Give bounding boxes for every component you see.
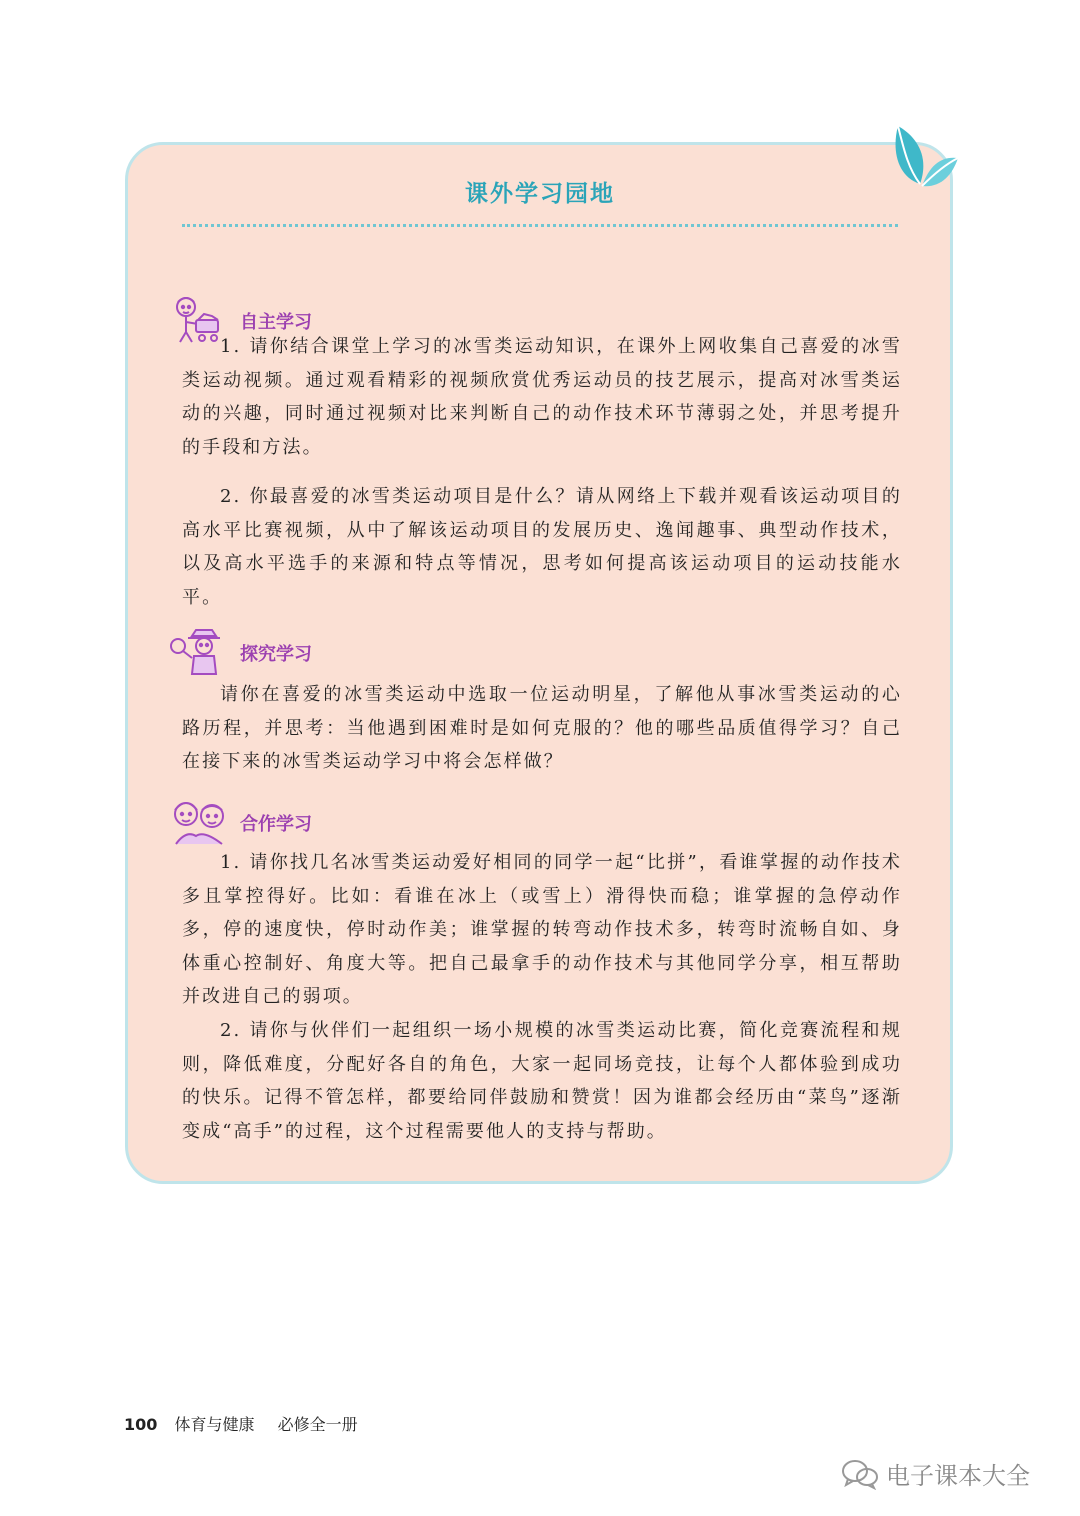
watermark-text: 电子课本大全 [886,1462,1030,1490]
paragraph: 2. 你最喜爱的冰雪类运动项目是什么？请从网络上下载并观看该运动项目的高水平比赛视频，从中了解该运动项目的发展历史、逸闻趣事、典型动作技术，以及高水平选手的来源和特点等情况，思考如何提高该运动项目的运动技能水平。 [182,486,902,608]
paragraph: 请你在喜爱的冰雪类运动中选取一位运动明星，了解他从事冰雪类运动的心路历程，并思考：当他遇到困难时是如何克服的？他的哪些品质值得学习？自己在接下来的冰雪类运动学习中将会怎样做？ [182,684,902,772]
page-number: 100 [124,1415,158,1434]
paragraph: 1. 请你找几名冰雪类运动爱好相同的同学一起“比拼”，看谁掌握的动作技术多且掌控得好。比如：看谁在冰上（或雪上）滑得快而稳；谁掌握的急停动作多，停的速度快，停时动作美；谁掌握的转弯动作技术多，转弯时流畅自如、身体重心控制好、角度大等。把自己最拿手的动作技术与其他同学分享，相互帮助并改进自己的弱项。 [182,852,902,1007]
page-footer [124,1412,358,1435]
book-volume: 必修全一册 [277,1415,358,1434]
section-heading: 自主学习 [240,312,312,333]
book-title: 体育与健康 [174,1415,255,1434]
page-title: 课外学习园地 [465,181,615,207]
wechat-icon [840,1458,880,1490]
section-heading: 探究学习 [240,644,312,665]
two-friends-icon [168,796,230,846]
section-heading: 合作学习 [240,814,312,835]
paragraph: 2. 请你与伙伴们一起组织一场小规模的冰雪类运动比赛，简化竞赛流程和规则，降低难度，分配好各自的角色，大家一起同场竞技，让每个人都体验到成功的快乐。记得不管怎样，都要给同伴鼓励和赞赏！因为谁都会经历由“菜鸟”逐渐变成“高手”的过程，这个过程需要他人的支持与帮助。 [182,1020,902,1142]
detective-magnifier-icon [168,626,230,676]
dotted-divider [182,224,898,227]
paragraph: 1. 请你结合课堂上学习的冰雪类运动知识，在课外上网收集自己喜爱的冰雪类运动视频。通过观看精彩的视频欣赏优秀运动员的技艺展示，提高对冰雪类运动的兴趣，同时通过视频对比来判断自己的动作技术环节薄弱之处，并思考提升的手段和方法。 [182,336,902,458]
